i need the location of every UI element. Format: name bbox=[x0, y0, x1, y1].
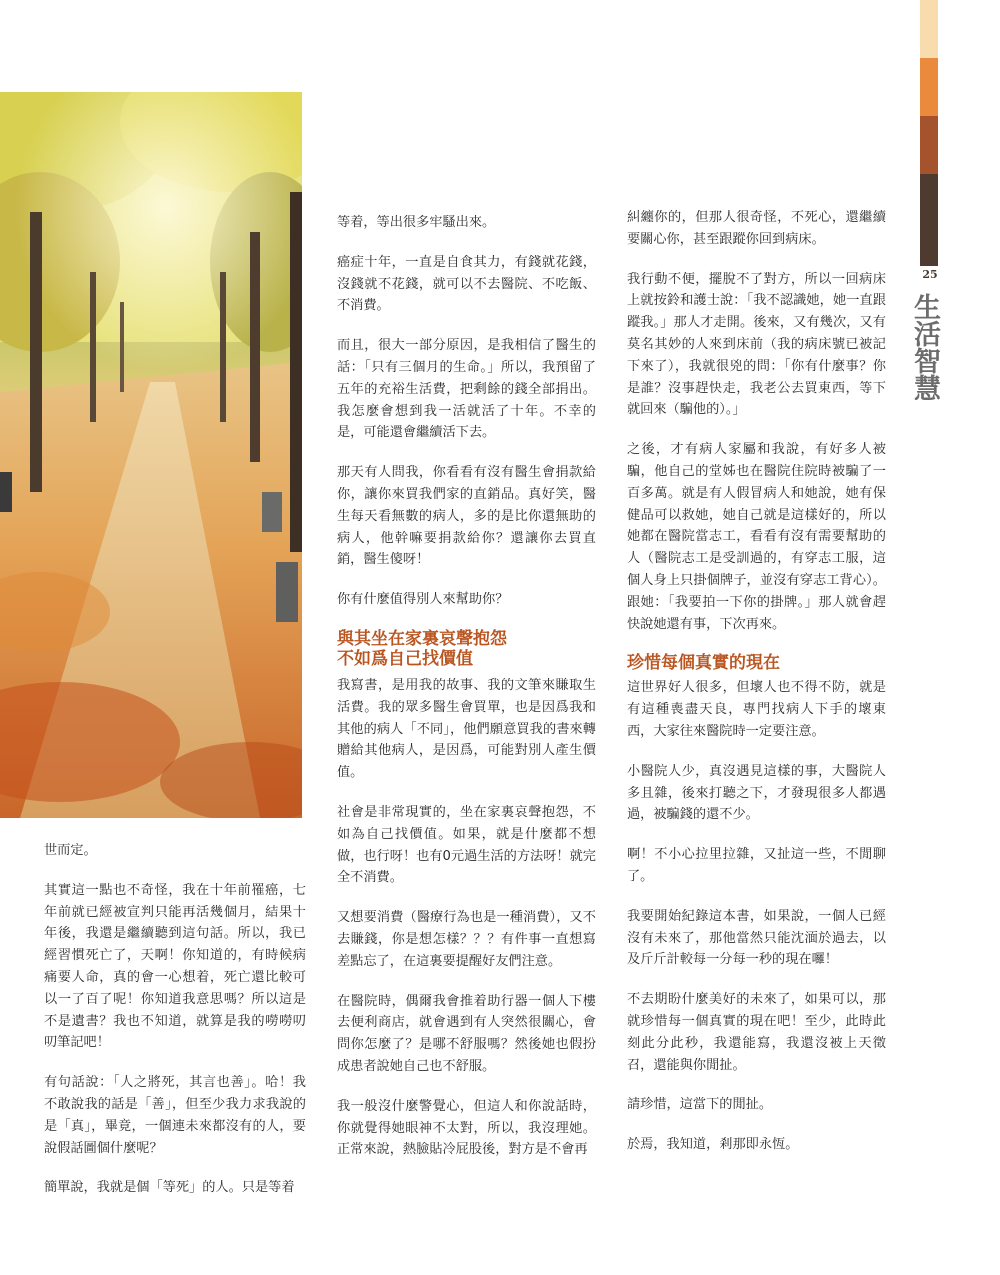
text-column-3 bbox=[627, 207, 886, 1174]
section-heading-value bbox=[337, 629, 596, 669]
color-tab-rust bbox=[920, 116, 938, 174]
paragraph: 又想要消費（醫療行為也是一種消費），又不去賺錢，你是想怎樣？？？有件事一直想寫差點忘了，在這裏要提醒好友們注意。 bbox=[337, 910, 596, 969]
paragraph: 於焉，我知道，剎那即永恆。 bbox=[627, 1137, 799, 1153]
paragraph: 小醫院人少，真沒遇見這樣的事，大醫院人多且雜，後來打聽之下，才發現很多人都遇過，被騙錢的還不少。 bbox=[627, 763, 886, 823]
heading-line: 不如爲自己找價值 bbox=[337, 648, 473, 669]
paragraph: 等着，等出很多牢騷出來。 bbox=[337, 215, 496, 230]
section-tag: 生活智慧 bbox=[909, 293, 940, 401]
page-number: 25 bbox=[922, 268, 938, 281]
heading-line: 與其坐在家裏哀聲抱怨 bbox=[337, 628, 507, 649]
paragraph: 之後，才有病人家屬和我說，有好多人被騙，他自己的堂姊也在醫院住院時被騙了一百多萬。就是有人假冒病人和她說，她有保健品可以救她，她自己就是這樣好的，所以她都在醫院當志工，看看有沒有需要幫助的人（醫院志工是受訓過的，有穿志工服，這個人身上只掛個牌子，並沒有穿志工背心）。跟她：「我要拍一下你的掛牌。」那人就會趕快說她還有事，下次再來。 bbox=[627, 442, 886, 632]
paragraph: 糾纏你的，但那人很奇怪，不死心，還繼續要關心你，甚至跟蹤你回到病床。 bbox=[627, 210, 886, 247]
autumn-path-illustration bbox=[0, 92, 302, 818]
paragraph: 世而定。 bbox=[44, 843, 97, 858]
paragraph: 你有什麼值得別人來幫助你？ bbox=[337, 592, 509, 608]
paragraph: 癌症十年，一直是自食其力，有錢就花錢，沒錢就不花錢，就可以不去醫院、不吃飯、不消費。 bbox=[337, 254, 596, 314]
color-tab-light bbox=[920, 0, 938, 58]
paragraph: 社會是非常現實的，坐在家裏哀聲抱怨，不如為自己找價值。如果，就是什麼都不想做，也行呀！也有0元過生活的方法呀！就完全不消費。 bbox=[337, 804, 596, 886]
paragraph: 有句話說：「人之將死，其言也善」。哈！我不敢說我的話是「善」，但至少我力求我說的是「真」，畢竟，一個連未來都沒有的人，要說假話圖個什麼呢？ bbox=[44, 1075, 306, 1156]
paragraph: 在醫院時，偶爾我會推着助行器一個人下樓去便利商店，就會遇到有人突然很關心，會問你怎麼了？是哪不舒服嗎？然後她也假扮成患者說她自己也不舒服。 bbox=[337, 993, 596, 1074]
color-tab-dark bbox=[920, 174, 938, 266]
text-column-2 bbox=[337, 212, 596, 1179]
paragraph: 而且，很大一部分原因，是我相信了醫生的話：「只有三個月的生命。」所以，我預留了五年的充裕生活費，把剩餘的錢全部捐出。我怎麼會想到我一活就活了十年。不幸的是，可能還會繼續活下去。 bbox=[337, 338, 596, 441]
paragraph: 那天有人問我，你看看有沒有醫生會捐款給你，讓你來買我們家的直銷品。真好笑，醫生每天看無數的病人，多的是比你還無助的病人，他幹嘛要捐款給你？還讓你去買直銷，醫生傻呀！ bbox=[337, 465, 596, 568]
section-heading-present: 珍惜每個真實的現在 bbox=[627, 653, 780, 674]
paragraph: 啊！不小心拉里拉雜，又扯這一些，不閒聊了。 bbox=[627, 847, 886, 884]
paragraph: 我寫書，是用我的故事、我的文筆來賺取生活費。我的眾多醫生會買單，也是因爲我和其他的病人「不同」，他們願意買我的書來轉贈給其他病人，是因爲，可能對別人產生價值。 bbox=[337, 677, 596, 781]
paragraph: 請珍惜，這當下的閒扯。 bbox=[627, 1097, 773, 1113]
paragraph: 我一般沒什麼警覺心，但這人和你說話時，你就覺得她眼神不太對，所以，我沒理她。正常來說，熱臉貼冷屁股後，對方是不會再 bbox=[337, 1098, 596, 1158]
paragraph: 簡單說，我就是個「等死」的人。只是等着 bbox=[44, 1180, 295, 1196]
autumn-path-photo bbox=[0, 92, 302, 818]
paragraph: 我要開始紀錄這本書，如果說，一個人已經沒有未來了，那他當然只能沈湎於過去，以及斤斤計較每一分每一秒的現在囉！ bbox=[627, 908, 886, 968]
text-column-1 bbox=[44, 840, 306, 1217]
paragraph: 我行動不便，擺脫不了對方，所以一回病床上就按鈴和護士說：「我不認識她，她一直跟蹤我。」那人才走開。後來，又有幾次，又有莫名其妙的人來到床前（我的病床號已被記下來了），我就很兇的問：「你有什麼事？你是誰？沒事趕快走，我老公去買東西，等下就回來（騙他的）。」 bbox=[627, 271, 886, 418]
paragraph: 不去期盼什麼美好的未來了，如果可以，那就珍惜每一個真實的現在吧！至少，此時此刻此分此秒，我還能寫，我還沒被上天徵召，還能與你閒扯。 bbox=[627, 992, 886, 1073]
paragraph: 其實這一點也不奇怪，我在十年前罹癌，七年前就已經被宣判只能再活幾個月，結果十年後，我還是繼續聽到這句話。所以，我已經習慣死亡了，天啊！你知道的，有時候病痛要人命，真的會一心想着，死亡還比較可以一了百了呢！你知道我意思嗎？所以這是不是遺書？我也不知道，就算是我的嘮嘮叨叨筆記吧！ bbox=[44, 882, 306, 1051]
paragraph: 這世界好人很多，但壞人也不得不防，就是有這種喪盡天良，專門找病人下手的壞東西，大家往來醫院時一定要注意。 bbox=[627, 680, 886, 739]
color-tab-orange bbox=[920, 58, 938, 116]
